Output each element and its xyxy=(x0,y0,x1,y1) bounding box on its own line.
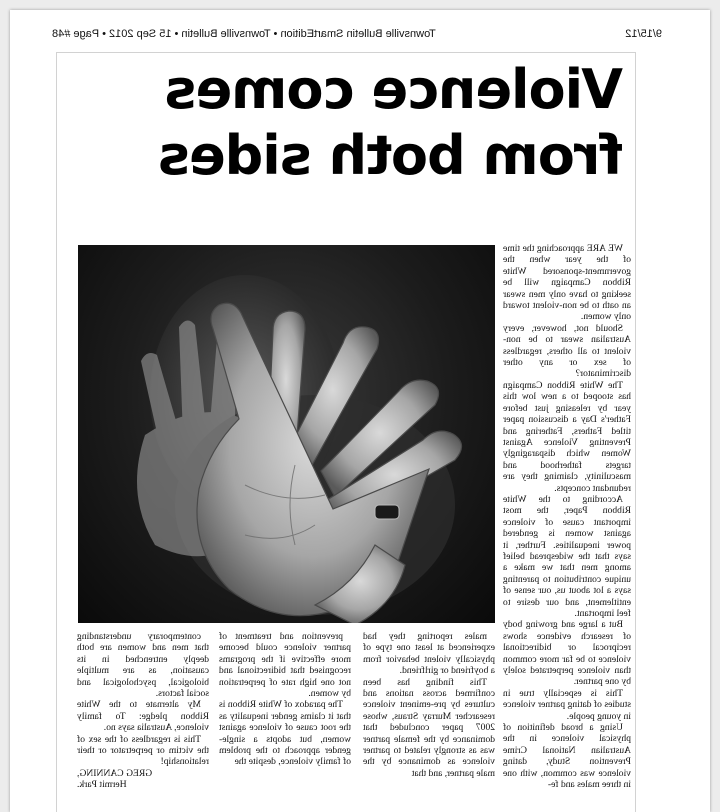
raised-hand-illustration xyxy=(78,245,495,623)
byline-place: Hermit Park. xyxy=(77,779,127,791)
paragraph: Using a broad definition of physical violence in the Australian National Crime Prevention Study, dating violence was common, with one in three males and fe- xyxy=(503,722,631,791)
headline xyxy=(67,57,623,189)
column-right xyxy=(77,631,209,812)
headline-line-2: from both sides xyxy=(158,124,623,187)
paragraph: contemporary understanding that men and women are both deeply entrenched in its causation, as are multiple biological, psychological and social factors. xyxy=(77,631,209,700)
paragraph: This is especially true in studies of dating partner violence in young people. xyxy=(503,687,631,722)
article-clipping xyxy=(56,52,636,812)
paragraph: prevention and treatment of partner violence could become more effective if the programs recognised that bidirectional and not one high rate of perpetration by women. xyxy=(219,631,351,700)
paragraph: The paradox of White Ribbon is that it claims gender inequality as the root cause of violence against women, but adopts a single-gender approach to the problem of family violence, despite the xyxy=(219,699,351,768)
bottom-columns xyxy=(75,631,495,812)
paragraph: According to the White Ribbon Paper, the most important cause of violence against women is gendered power inequalities. Further, it says that the widespread belief among men that we make a unique contribution to parenting says a lot about us, our sense of entitlement, and our desire to feel important. xyxy=(503,493,631,619)
paragraph: This is regardless of the sex of the victim or perpetrator or their relationship! xyxy=(77,733,209,768)
newspaper-sheet xyxy=(10,10,710,812)
intro-column xyxy=(503,243,631,811)
column-left xyxy=(363,631,495,812)
column-middle xyxy=(219,631,351,812)
header-date: 9/15/12 xyxy=(625,28,662,40)
article-photo xyxy=(78,245,495,623)
paragraph: WE ARE approaching the time of the year when the government-sponsored White Ribbon Campaign will be seeking to have only men swear an oath to be non-violent toward only women. xyxy=(503,243,631,323)
paragraph: My alternate to the White Ribbon pledge: To family violence, Australia says no. xyxy=(77,699,209,734)
byline-name: GREG CANNING, xyxy=(77,767,153,779)
paragraph: But a large and growing body of research evidence shows reciprocal or bidirectional violence to be far more common than violence perpetrated solely by one partner. xyxy=(503,619,631,688)
paragraph: males reporting they had experienced at least one type of physically violent behavior from a boyfriend or girlfriend. xyxy=(363,631,495,677)
headline-line-1: Violence comes xyxy=(165,58,623,121)
paragraph: Should not, however, every Australian swear to be non-violent to all others, regardless of sex or any other discriminator? xyxy=(503,322,631,380)
paragraph: This finding has been confirmed across nations and cultures by pre-eminent violence researcher Murray Straus, whose 2007 paper concluded that dominance by the female partner was as strongly related to partner violence as dominance by the male partner, and that xyxy=(363,676,495,779)
header-source: Townsville Bulletin SmartEdition • Townsville Bulletin • 15 Sep 2012 • Page #48 xyxy=(52,28,436,40)
paragraph: The White Ribbon Campaign has stooped to a new low this year by releasing just before Father's Day a discussion paper titled Fathers, Fathering and Preventing Violence Against Women which disparagingly targets fatherhood and masculinity, claiming they are redundant concepts. xyxy=(503,379,631,494)
